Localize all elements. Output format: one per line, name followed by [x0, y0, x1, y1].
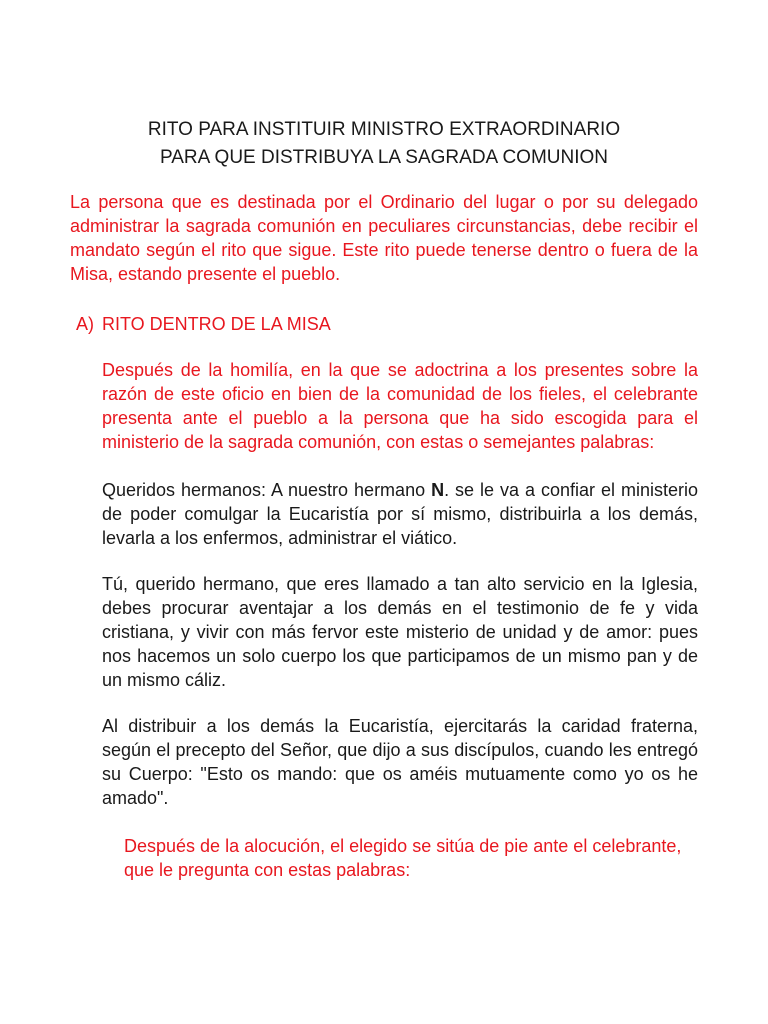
section-heading-a [76, 312, 331, 336]
intro-rubric: La persona que es destinada por el Ordinario del lugar o por su delegado administrar la sagrada comunión en peculiares circunstancias, debe recibir el mandato según el rito que sigue. Este rito puede tenerse dentro o fuera de la Misa, estando presente el pueblo. [70, 192, 698, 284]
page-title-line-1: RITO PARA INSTITUIR MINISTRO EXTRAORDINARIO [147, 119, 621, 140]
queridos-text-start: Queridos hermanos: A nuestro hermano [102, 480, 432, 500]
despues-rubric: Después de la alocución, el elegido se sitúa de pie ante el celebrante, que le pregunta con estas palabras: [124, 836, 682, 880]
queridos-text-end: . se le va a confiar el ministerio de poder comulgar la Eucaristía por sí mismo, distribuirla a los demás, levarla a los enfermos, administrar el viático. [102, 480, 698, 548]
tu-paragraph: Tú, querido hermano, que eres llamado a tan alto servicio en la Iglesia, debes procurar aventajar a los demás en el testimonio de fe y vida cristiana, y vivir con más fervor este misterio de unidad y de amor: pues nos hacemos un solo cuerpo los que participamos de un mismo pan y de un mismo cáliz. [102, 574, 698, 690]
homilia-rubric: Después de la homilía, en la que se adoctrina a los presentes sobre la razón de este oficio en bien de la comunidad de los fieles, el celebrante presenta ante el pueblo a la persona que ha sido escogida para el ministerio de la sagrada comunión, con estas o semejantes palabras: [102, 360, 698, 452]
candidate-name-placeholder: N [431, 480, 445, 500]
section-title: RITO DENTRO DE LA MISA [102, 314, 331, 334]
al-distribuir-paragraph: Al distribuir a los demás la Eucaristía, ejercitarás la caridad fraterna, según el precepto del Señor, que dijo a sus discípulos, cuando les entregó su Cuerpo: "Esto os mando: que os améis mutuamente como yo os he amado". [102, 716, 698, 808]
section-letter: A) [76, 314, 94, 334]
page-title-line-2: PARA QUE DISTRIBUYA LA SAGRADA COMUNION [159, 147, 608, 168]
queridos-paragraph [102, 478, 698, 550]
